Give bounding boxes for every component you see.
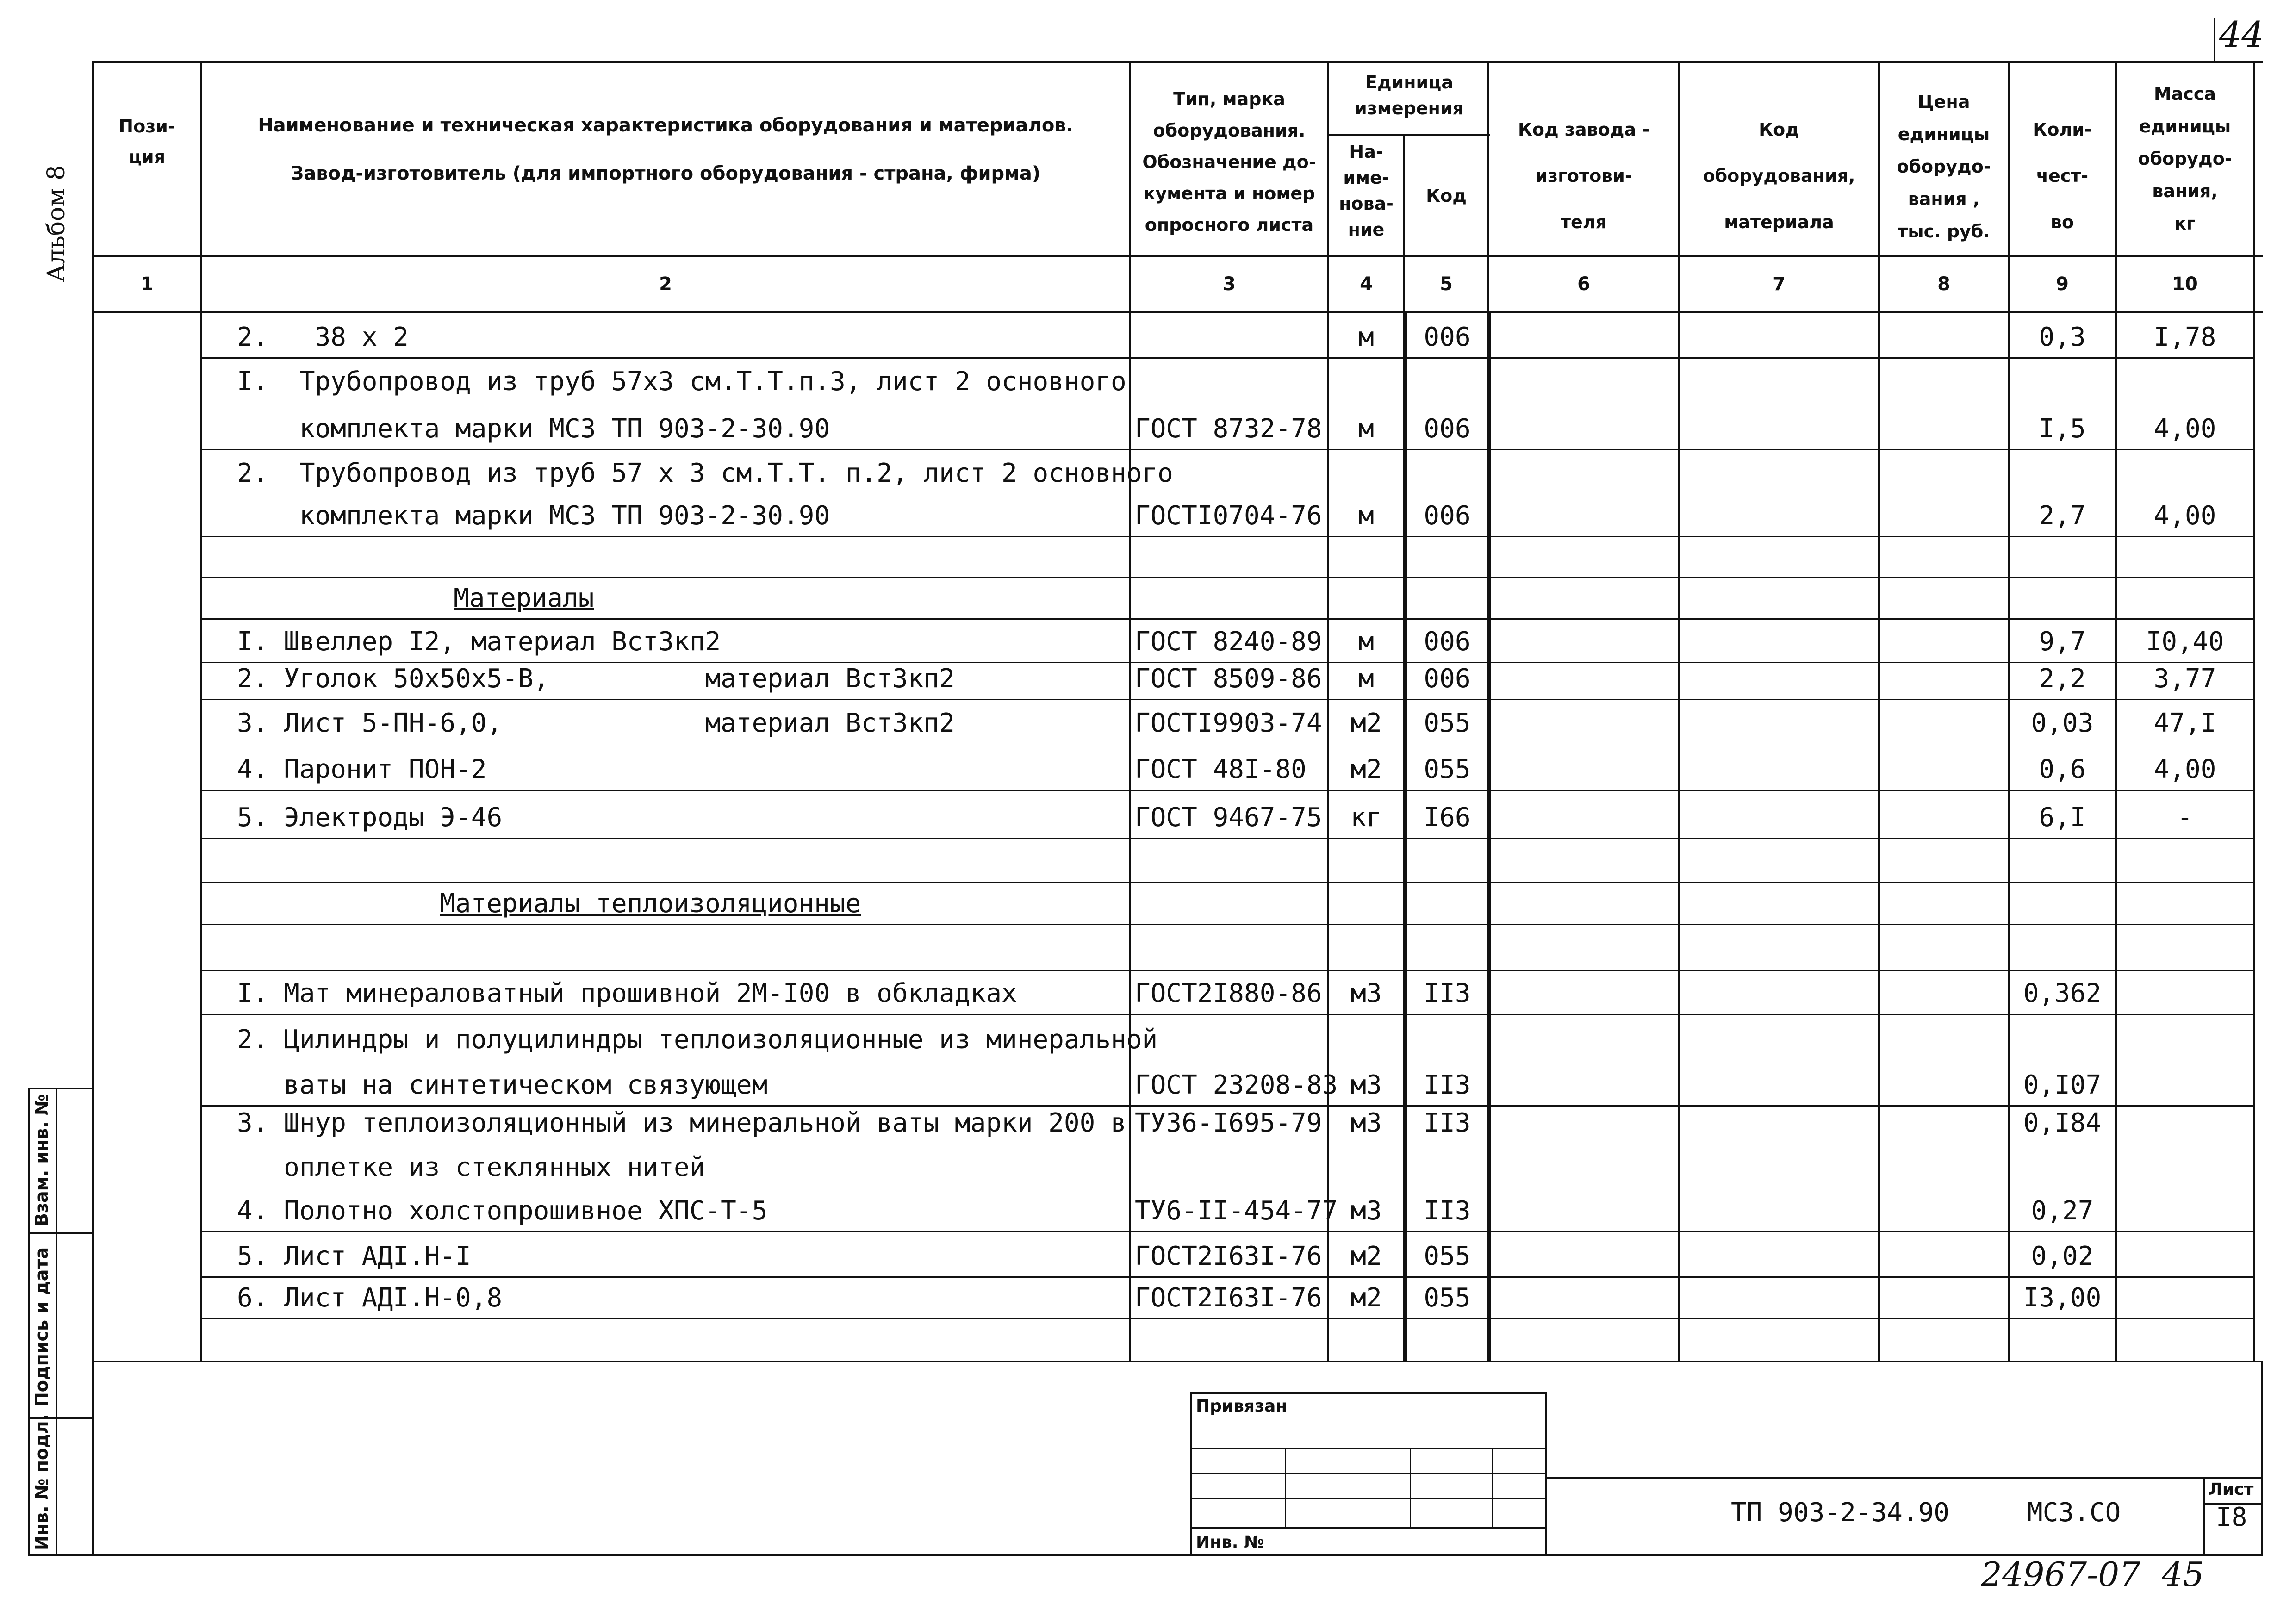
row-unit-name: м (1358, 414, 1374, 444)
row-quantity: 9,7 (2039, 627, 2086, 657)
row-unit-code: II3 (1424, 1108, 1471, 1138)
row-name: 6. Лист АДI.Н-0,8 (237, 1283, 503, 1313)
row-mass: - (2177, 802, 2193, 833)
row-unit-name: м2 (1350, 1283, 1382, 1313)
row-document: ТУ6-II-454-77 (1135, 1196, 1338, 1226)
column-number: 8 (1937, 274, 1950, 295)
row-name: Материалы (454, 583, 594, 613)
margin-inv-podl: Инв. № подл. (31, 1414, 52, 1550)
header-quantity: Коли- чест- во (2033, 119, 2092, 232)
row-unit-name: м2 (1350, 1241, 1382, 1271)
row-unit-name: м (1358, 664, 1374, 694)
column-number: 4 (1360, 274, 1373, 295)
row-unit-name: кг (1350, 802, 1382, 833)
row-document: ГОСТ2I63I-76 (1135, 1241, 1322, 1271)
row-unit-name: м2 (1350, 708, 1382, 738)
row-quantity: 0,I07 (2023, 1070, 2102, 1100)
row-name: I. Швеллер I2, материал ВстЗкп2 (237, 627, 721, 657)
row-name: 3. Шнур теплоизоляционный из минеральной ваты марки 200 в (237, 1108, 1126, 1138)
row-document: ГОСТ 8732-78 (1135, 414, 1322, 444)
row-name: 2. 38 х 2 (237, 322, 409, 352)
header-type-doc: Тип, марка оборудования. Обозначение до- кумента и номер опросного листа (1142, 89, 1316, 235)
row-unit-code: 006 (1424, 627, 1471, 657)
row-unit-code: II3 (1424, 978, 1471, 1008)
row-name: 4. Полотно холстопрошивное ХПС-Т-5 (237, 1196, 768, 1226)
row-unit-name: м (1358, 501, 1374, 531)
column-number: 10 (2172, 274, 2198, 295)
row-name: 5. Электроды Э-46 (237, 802, 503, 833)
row-name: I. Мат минераловатный прошивной 2М-I00 в обкладках (237, 978, 1017, 1008)
header-name-line2: Завод-изготовитель (для импортного оборудования - страна, фирма) (290, 163, 1041, 184)
header-plant-code: Код завода - изготови- теля (1518, 119, 1650, 232)
stamp-inv-no: Инв. № (1196, 1533, 1264, 1552)
column-number: 7 (1773, 274, 1786, 295)
row-quantity: 0,I84 (2023, 1108, 2102, 1138)
row-name: 2. Цилиндры и полуцилиндры теплоизоляционные из минеральной (237, 1025, 1158, 1055)
stamp-privyazan: Привязан (1196, 1397, 1288, 1416)
row-document: ГОСТ2I63I-76 (1135, 1283, 1322, 1313)
stamp-sheet-value: I8 (2216, 1502, 2247, 1532)
row-unit-name: м2 (1350, 754, 1382, 784)
row-document: ГОСТ 9467-75 (1135, 802, 1322, 833)
row-unit-code: 006 (1424, 414, 1471, 444)
row-document: ГОСТI9903-74 (1135, 708, 1322, 738)
row-unit-name: м3 (1350, 1108, 1382, 1138)
header-unit-group: Единица измерения (1355, 72, 1464, 118)
row-quantity: 0,6 (2039, 754, 2086, 784)
row-name: 3. Лист 5-ПН-6,0, материал ВстЗкп2 (237, 708, 955, 738)
row-document: ГОСТI0704-76 (1135, 501, 1322, 531)
row-name: Материалы теплоизоляционные (440, 889, 861, 919)
row-name: 4. Паронит ПОН-2 (237, 754, 487, 784)
header-unit-name: На- име- нова- ние (1339, 142, 1394, 240)
row-quantity: I,5 (2039, 414, 2086, 444)
stamp-mark: МСЗ.СО (2027, 1498, 2121, 1528)
row-name: 2. Уголок 50х50х5-В, материал ВстЗкп2 (237, 664, 955, 694)
row-mass: 47,I (2153, 708, 2216, 738)
row-unit-code: 055 (1424, 754, 1471, 784)
row-unit-code: II3 (1424, 1070, 1471, 1100)
row-name: оплетке из стеклянных нитей (237, 1152, 705, 1182)
row-unit-name: м3 (1350, 978, 1382, 1008)
row-quantity: I3,00 (2023, 1283, 2102, 1313)
stamp-sheet-label: Лист (2209, 1480, 2254, 1499)
column-number: 1 (140, 274, 154, 295)
row-mass: I,78 (2153, 322, 2216, 352)
row-quantity: 2,7 (2039, 501, 2086, 531)
row-quantity: 0,03 (2031, 708, 2094, 738)
row-unit-code: 006 (1424, 322, 1471, 352)
column-number: 3 (1223, 274, 1236, 295)
row-quantity: 0,27 (2031, 1196, 2094, 1226)
row-quantity: 0,02 (2031, 1241, 2094, 1271)
column-number: 5 (1440, 274, 1453, 295)
row-quantity: 0,362 (2023, 978, 2102, 1008)
row-document: ТУ36-I695-79 (1135, 1108, 1322, 1138)
row-document: ГОСТ 23208-83 (1135, 1070, 1338, 1100)
stamp-designation: ТП 903-2-34.90 (1731, 1498, 1950, 1528)
row-unit-name: м (1358, 322, 1374, 352)
row-mass: 4,00 (2153, 754, 2216, 784)
row-unit-name: м (1358, 627, 1374, 657)
album-label: Альбом 8 (43, 165, 70, 282)
sheet-number-top: 44 (2219, 14, 2264, 55)
row-mass: 3,77 (2153, 664, 2216, 694)
row-document: ГОСТ 48I-80 (1135, 754, 1307, 784)
row-name: 5. Лист АДI.Н-I (237, 1241, 471, 1271)
row-quantity: 0,3 (2039, 322, 2086, 352)
header-equipment-code: Код оборудования, материала (1703, 119, 1855, 232)
row-unit-code: I66 (1424, 802, 1471, 833)
row-unit-code: II3 (1424, 1196, 1471, 1226)
header-mass: Масса единицы оборудо- вания, кг (2138, 84, 2232, 234)
row-name: ваты на синтетическом связующем (237, 1070, 768, 1100)
row-unit-code: 006 (1424, 501, 1471, 531)
row-unit-name: м3 (1350, 1070, 1382, 1100)
row-mass: 4,00 (2153, 414, 2216, 444)
row-name: комплекта марки МСЗ ТП 903-2-30.90 (237, 501, 830, 531)
row-mass: I0,40 (2146, 627, 2224, 657)
row-unit-name: м3 (1350, 1196, 1382, 1226)
row-unit-code: 055 (1424, 1283, 1471, 1313)
row-quantity: 6,I (2039, 802, 2086, 833)
row-quantity: 2,2 (2039, 664, 2086, 694)
margin-podpis-data: Подпись и дата (31, 1247, 52, 1407)
column-number: 6 (1577, 274, 1590, 295)
header-position: Пози- ция (118, 116, 175, 167)
row-document: ГОСТ 8509-86 (1135, 664, 1322, 694)
row-document: ГОСТ 8240-89 (1135, 627, 1322, 657)
row-name: комплекта марки МСЗ ТП 903-2-30.90 (237, 414, 830, 444)
row-name: I. Трубопровод из труб 57х3 см.Т.Т.п.3, лист 2 основного (237, 367, 1126, 397)
row-mass: 4,00 (2153, 501, 2216, 531)
column-number: 9 (2056, 274, 2069, 295)
margin-vzam-inv: Взам. инв. № (31, 1094, 52, 1226)
row-name: 2. Трубопровод из труб 57 х 3 см.Т.Т. п.2, лист 2 основного (237, 458, 1173, 488)
row-unit-code: 006 (1424, 664, 1471, 694)
header-price: Цена единицы оборудо- вания , тыс. руб. (1897, 92, 1991, 242)
row-document: ГОСТ2I880-86 (1135, 978, 1322, 1008)
bottom-number: 24967-07 45 (1981, 1555, 2204, 1594)
row-unit-code: 055 (1424, 708, 1471, 738)
column-number: 2 (659, 274, 672, 295)
header-name-line1: Наименование и техническая характеристика оборудования и материалов. (258, 115, 1073, 136)
header-unit-code: Код (1426, 186, 1467, 206)
row-unit-code: 055 (1424, 1241, 1471, 1271)
